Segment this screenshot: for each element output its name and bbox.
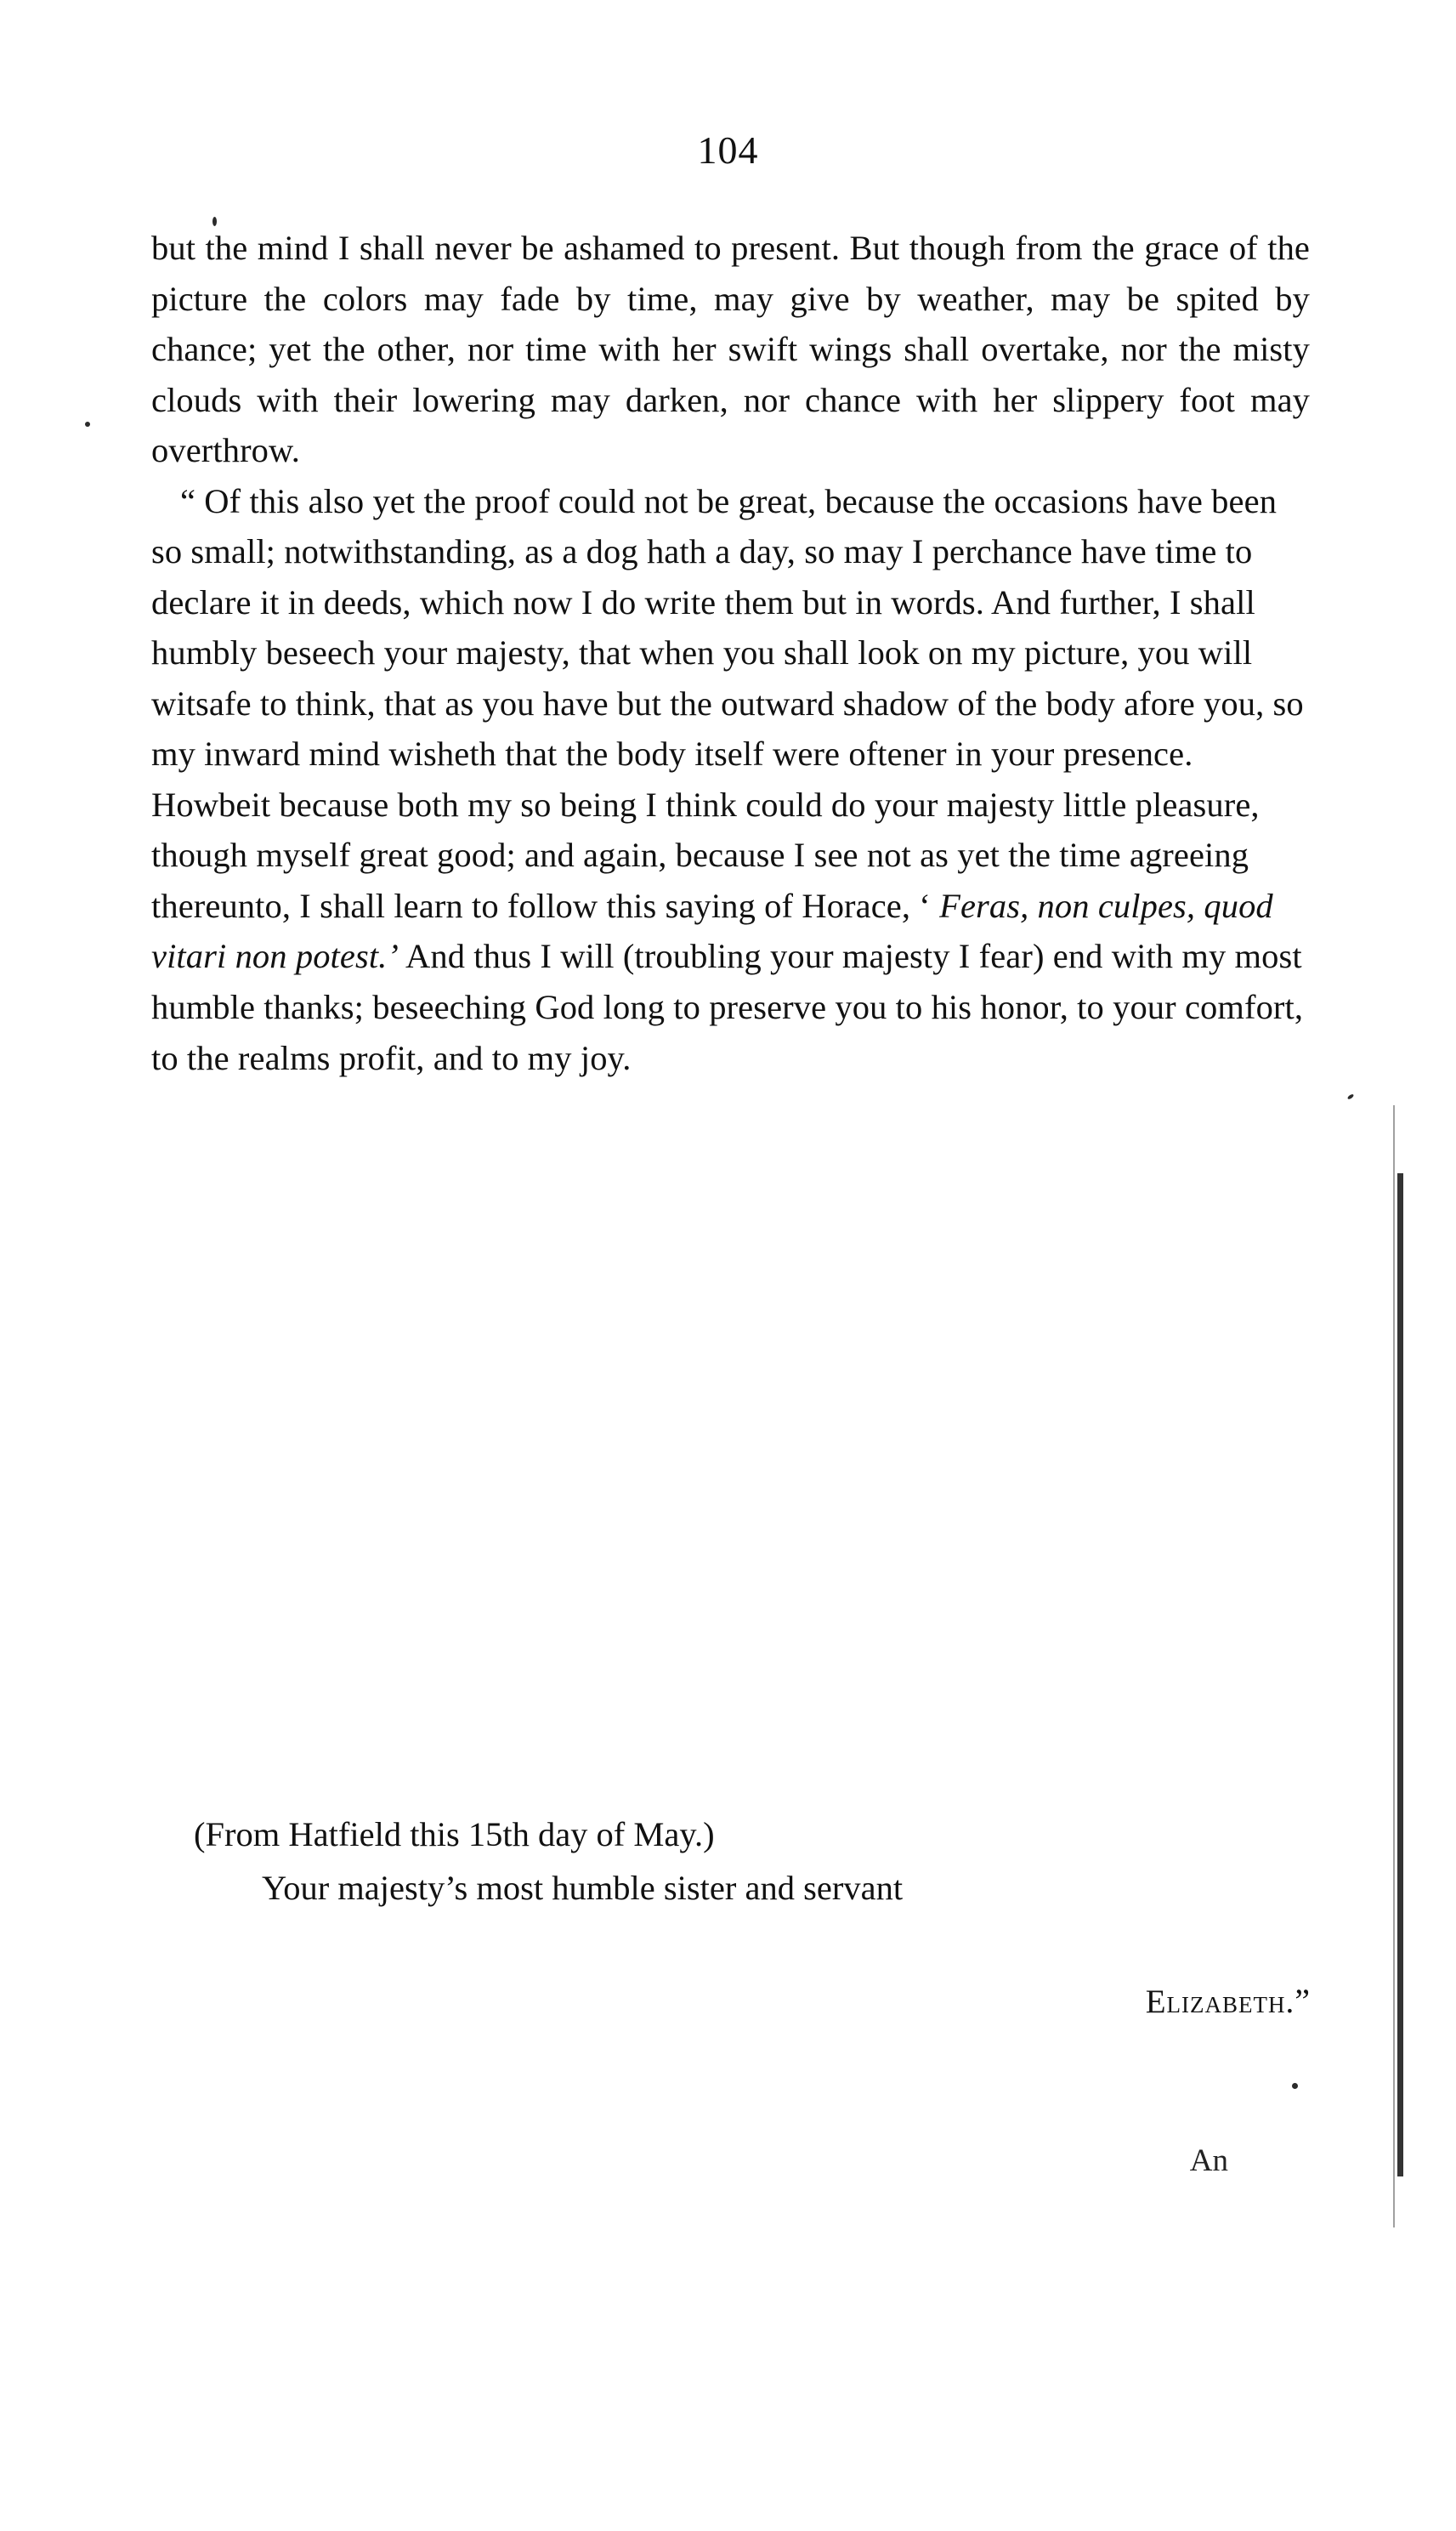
scan-speck xyxy=(1292,2083,1298,2089)
scan-speck xyxy=(212,217,217,226)
signature-closing-quote: ” xyxy=(1295,1982,1310,2020)
body-text xyxy=(151,223,1310,1083)
dateline: (From Hatfield this 15th day of May.) xyxy=(194,1815,715,1853)
signature-name: Elizabeth. xyxy=(1145,1983,1295,2020)
paragraph-2-start: “ Of this also yet the proof could not be great, because the occasions have been so small; notwithstanding, as a dog hath a day, so may I perchance have time to declare it in deeds, which now I do write them but in words. And further, I shall humbly beseech your majesty, that when you shall look on my picture, you will witsafe to think, that as you have but the outward shadow of the body afore you, so my inward mind wisheth that the body itself were oftener in your presence. Howbeit because both my so being I think could do your majesty little pleasure, though myself great good; and again, because I see not as yet the time agreeing thereunto, I shall learn to follow this saying of Horace, ‘ xyxy=(151,481,1304,925)
latin-quote-line-1: Feras, non culpes, xyxy=(939,886,1196,925)
paragraph-2 xyxy=(151,476,1310,1083)
catchword: An xyxy=(1189,2143,1228,2178)
valediction: Your majesty’s most humble sister and servant xyxy=(262,1868,904,1907)
paragraph-2-tail: And thus I will (troubling your majesty I fear) end with my most humble thanks; beseeching God long to preserve you to his honor, to your comfort, to the realms profit, and to my joy. xyxy=(151,937,1304,1077)
scan-speck xyxy=(85,422,90,427)
signature-line xyxy=(151,1981,1420,2021)
scan-speck xyxy=(1347,1093,1355,1100)
paragraph-1: but the mind I shall never be ashamed to present. But though from the grace of the picture the colors may fade by time, may give by weather, may be spited by chance; yet the other, nor time with her swift wings shall overtake, nor the misty clouds with their lowering may darken, nor chance with her slippery foot may overthrow. xyxy=(151,229,1310,470)
page-edge-shadow-secondary xyxy=(1393,1105,1395,2227)
latin-quote-line-2: quod vitari non potest.’ xyxy=(151,886,1273,976)
page-edge-shadow xyxy=(1397,1173,1403,2176)
letter-closing xyxy=(151,1809,1310,1916)
page-number: 104 xyxy=(697,128,759,172)
